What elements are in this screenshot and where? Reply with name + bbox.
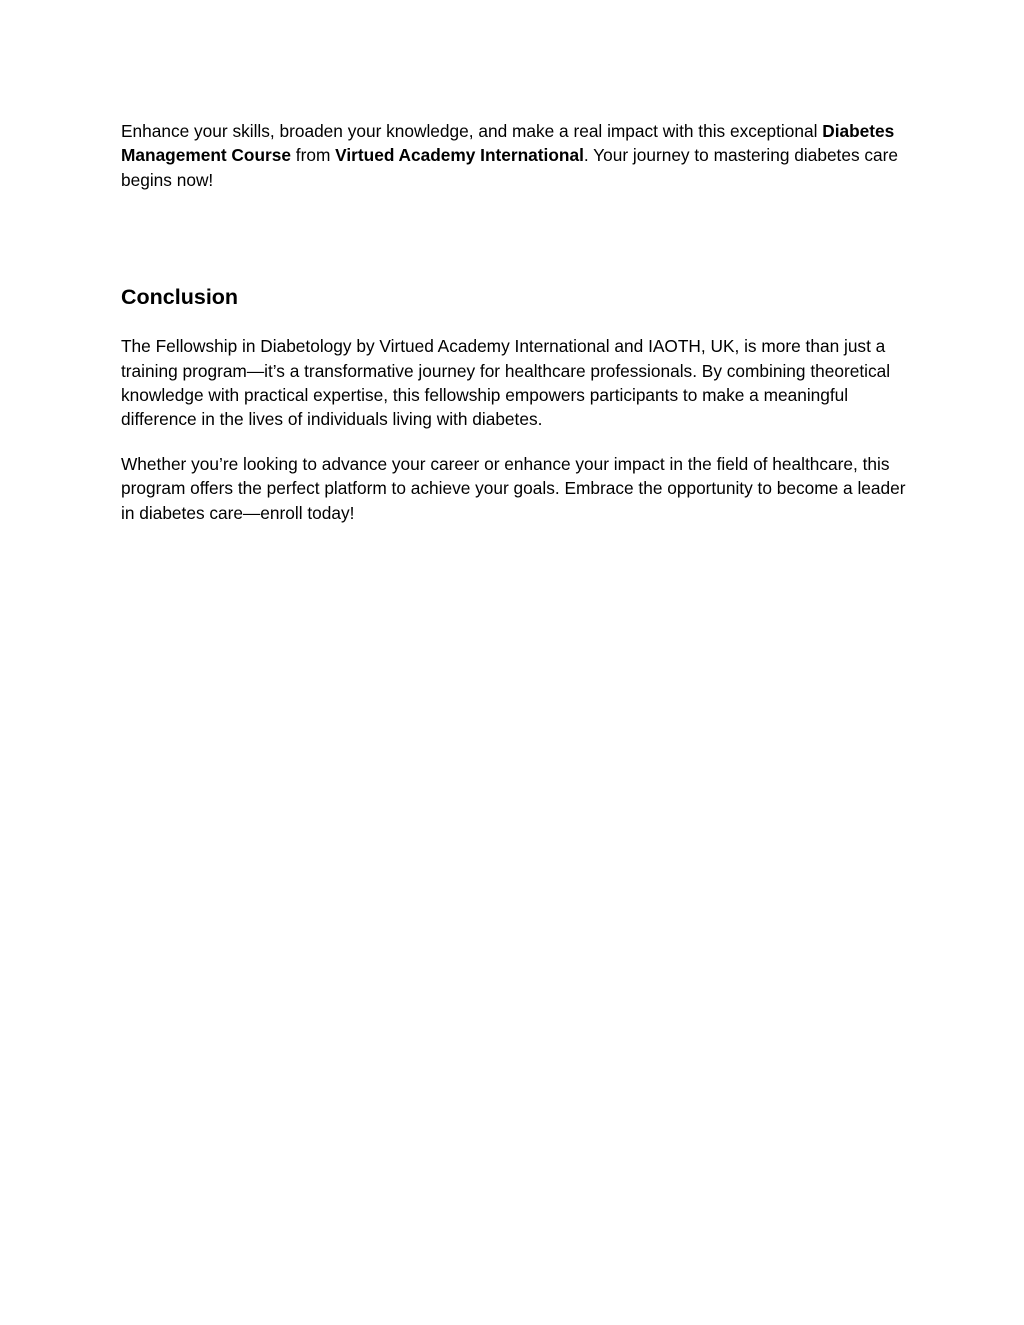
academy-name: Virtued Academy International	[335, 145, 584, 166]
conclusion-paragraph-1: The Fellowship in Diabetology by Virtued Academy International and IAOTH, UK, is more than just a training program—it’s a transformative journey for healthcare professionals. By combining theoretical knowledge with practical expertise, this fellowship empowers participants to make a meaningful difference in the lives of individuals living with diabetes.	[121, 336, 891, 430]
intro-text-1: Enhance your skills, broaden your knowledge, and make a real impact with this exceptional	[121, 121, 823, 141]
conclusion-paragraph-2: Whether you’re looking to advance your career or enhance your impact in the field of healthcare, this program offers the perfect platform to achieve your goals. Embrace the opportunity to become a leader in diabetes care—enroll today!	[121, 453, 906, 523]
intro-text-2: from	[290, 145, 336, 166]
page-content	[121, 119, 911, 525]
intro-paragraph	[121, 119, 911, 192]
course-name: Diabetes Management Course	[121, 121, 895, 166]
intro-text-3: . Your journey to mastering diabetes care begins now!	[121, 145, 899, 190]
conclusion-heading: Conclusion	[121, 285, 239, 310]
